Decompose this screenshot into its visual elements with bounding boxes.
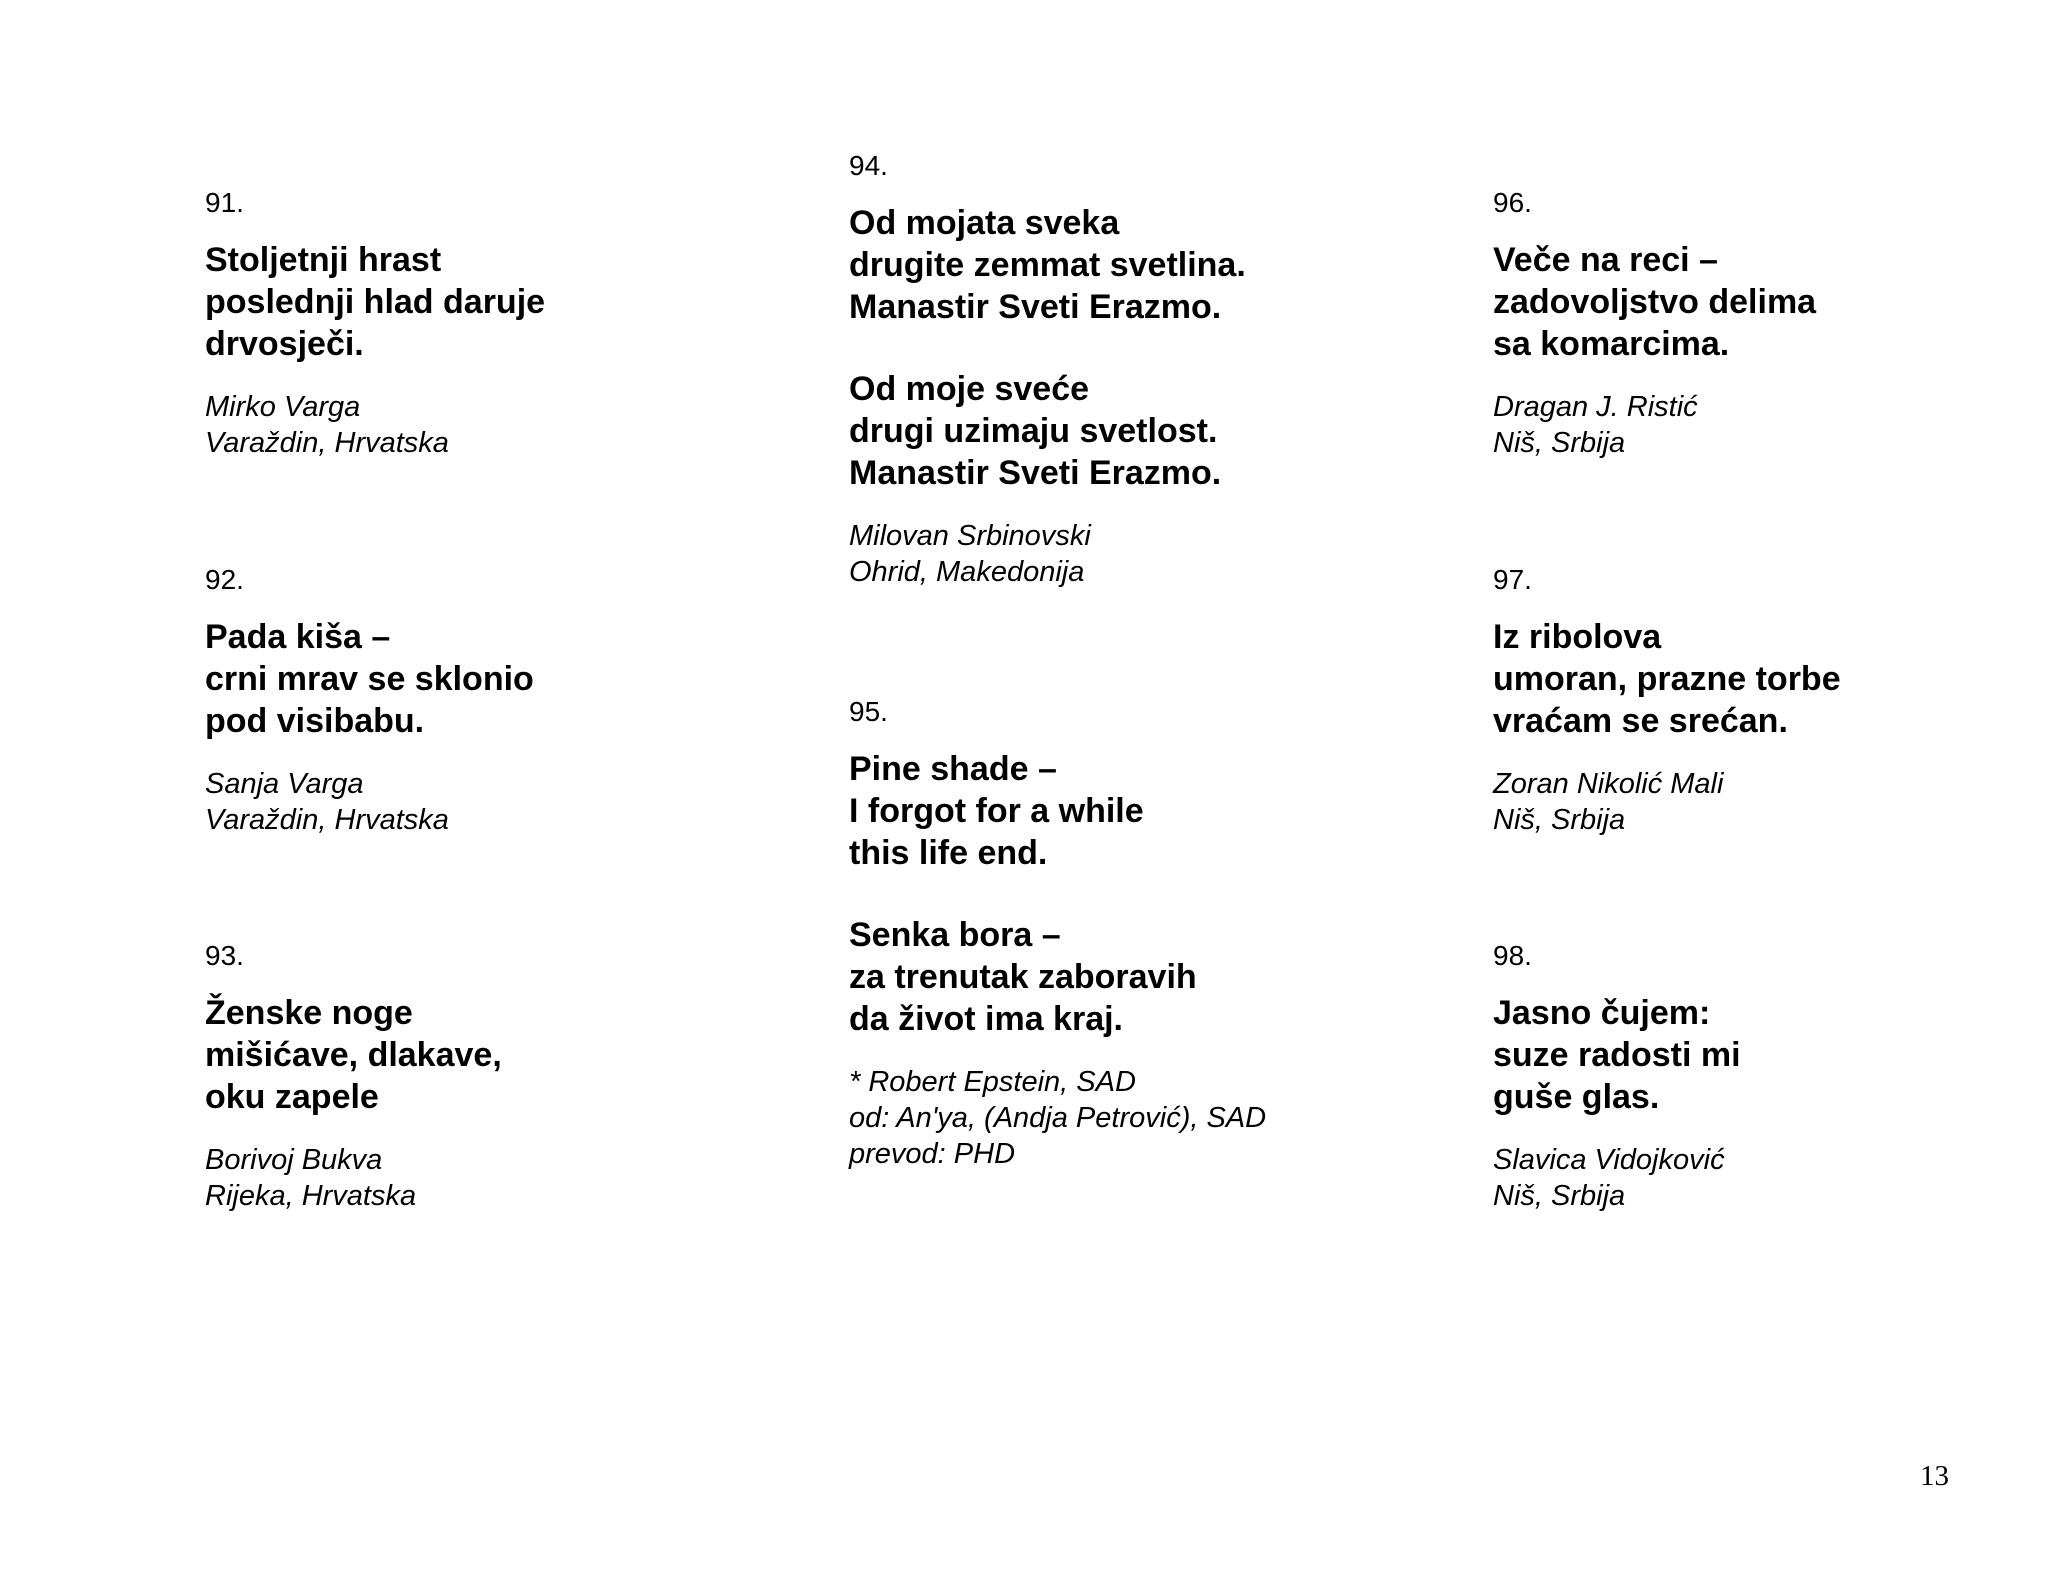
haiku-number: 95.: [849, 696, 888, 727]
haiku-number: 91.: [205, 187, 244, 218]
haiku-line: zadovoljstvo delima: [1493, 283, 1817, 321]
haiku-attribution: [205, 1142, 765, 1214]
haiku-number: 98.: [1493, 940, 1532, 971]
credit-line: * Robert Epstein, SAD: [849, 1066, 1136, 1098]
haiku-number: 97.: [1493, 564, 1532, 595]
haiku-94: [849, 149, 1469, 590]
haiku-line: mišićave, dlakave,: [205, 1036, 502, 1074]
haiku-attribution: [1493, 1142, 2013, 1214]
haiku-line: guše glas.: [1493, 1078, 1660, 1116]
haiku-line: Od mojata sveka: [849, 204, 1120, 242]
haiku-line: za trenutak zaboravih: [849, 958, 1197, 996]
author-location: Niš, Srbija: [1493, 1180, 1626, 1212]
author-name: Sanja Varga: [205, 768, 364, 800]
haiku-number: 96.: [1493, 187, 1532, 218]
haiku-attribution: [1493, 389, 2013, 461]
haiku-number: 93.: [205, 940, 244, 971]
haiku-line: vraćam se srećan.: [1493, 702, 1788, 740]
haiku-line: Pine shade –: [849, 750, 1057, 788]
haiku-line: drvosječi.: [205, 325, 364, 363]
haiku-line: Od moje sveće: [849, 370, 1090, 408]
haiku-96: [1493, 186, 2013, 461]
haiku-text: [205, 616, 765, 742]
haiku-line: Manastir Sveti Erazmo.: [849, 454, 1222, 492]
haiku-line: Senka bora –: [849, 916, 1061, 954]
haiku-line: da život ima kraj.: [849, 1000, 1123, 1038]
haiku-text: [1493, 239, 2013, 365]
haiku-92: [205, 563, 765, 838]
author-name: Zoran Nikolić Mali: [1493, 768, 1724, 800]
haiku-text-original: [849, 748, 1469, 874]
author-location: Niš, Srbija: [1493, 427, 1626, 459]
haiku-number: 94.: [849, 150, 888, 181]
haiku-line: Jasno čujem:: [1493, 994, 1711, 1032]
haiku-attribution: [849, 1064, 1469, 1172]
author-location: Niš, Srbija: [1493, 804, 1626, 836]
author-location: Varaždin, Hrvatska: [205, 427, 449, 459]
haiku-line: this life end.: [849, 834, 1048, 872]
author-name: Borivoj Bukva: [205, 1144, 383, 1176]
author-location: Varaždin, Hrvatska: [205, 804, 449, 836]
haiku-line: crni mrav se sklonio: [205, 660, 534, 698]
haiku-line: Veče na reci –: [1493, 241, 1718, 279]
haiku-attribution: [849, 518, 1469, 590]
haiku-attribution: [1493, 766, 2013, 838]
haiku-attribution: [205, 389, 765, 461]
haiku-line: Pada kiša –: [205, 618, 391, 656]
haiku-line: suze radosti mi: [1493, 1036, 1741, 1074]
credit-line: od: An'ya, (Andja Petrović), SAD: [849, 1102, 1267, 1134]
author-name: Slavica Vidojković: [1493, 1144, 1725, 1176]
haiku-line: oku zapele: [205, 1078, 379, 1116]
haiku-line: Manastir Sveti Erazmo.: [849, 288, 1222, 326]
haiku-text: [205, 992, 765, 1118]
haiku-text-translation: [849, 368, 1469, 494]
haiku-line: drugi uzimaju svetlost.: [849, 412, 1218, 450]
haiku-95: [849, 695, 1469, 1172]
haiku-97: [1493, 563, 2013, 838]
haiku-line: pod visibabu.: [205, 702, 425, 740]
page-number: 13: [1920, 1460, 1949, 1492]
haiku-line: Ženske noge: [205, 994, 413, 1032]
author-name: Dragan J. Ristić: [1493, 391, 1698, 423]
haiku-line: sa komarcima.: [1493, 325, 1730, 363]
haiku-line: drugite zemmat svetlina.: [849, 246, 1246, 284]
author-location: Ohrid, Makedonija: [849, 556, 1085, 588]
author-location: Rijeka, Hrvatska: [205, 1180, 417, 1212]
haiku-text: [1493, 992, 2013, 1118]
haiku-98: [1493, 939, 2013, 1214]
haiku-text-translation: [849, 914, 1469, 1040]
haiku-line: umoran, prazne torbe: [1493, 660, 1841, 698]
haiku-number: 92.: [205, 564, 244, 595]
haiku-text: [205, 239, 765, 365]
haiku-line: I forgot for a while: [849, 792, 1144, 830]
credit-line: prevod: PHD: [849, 1138, 1016, 1170]
author-name: Mirko Varga: [205, 391, 361, 423]
haiku-text-original: [849, 202, 1469, 328]
haiku-93: [205, 939, 765, 1214]
haiku-line: poslednji hlad daruje: [205, 283, 546, 321]
haiku-text: [1493, 616, 2013, 742]
haiku-line: Stoljetnji hrast: [205, 241, 442, 279]
haiku-line: Iz ribolova: [1493, 618, 1662, 656]
haiku-attribution: [205, 766, 765, 838]
haiku-91: [205, 186, 765, 461]
author-name: Milovan Srbinovski: [849, 520, 1091, 552]
